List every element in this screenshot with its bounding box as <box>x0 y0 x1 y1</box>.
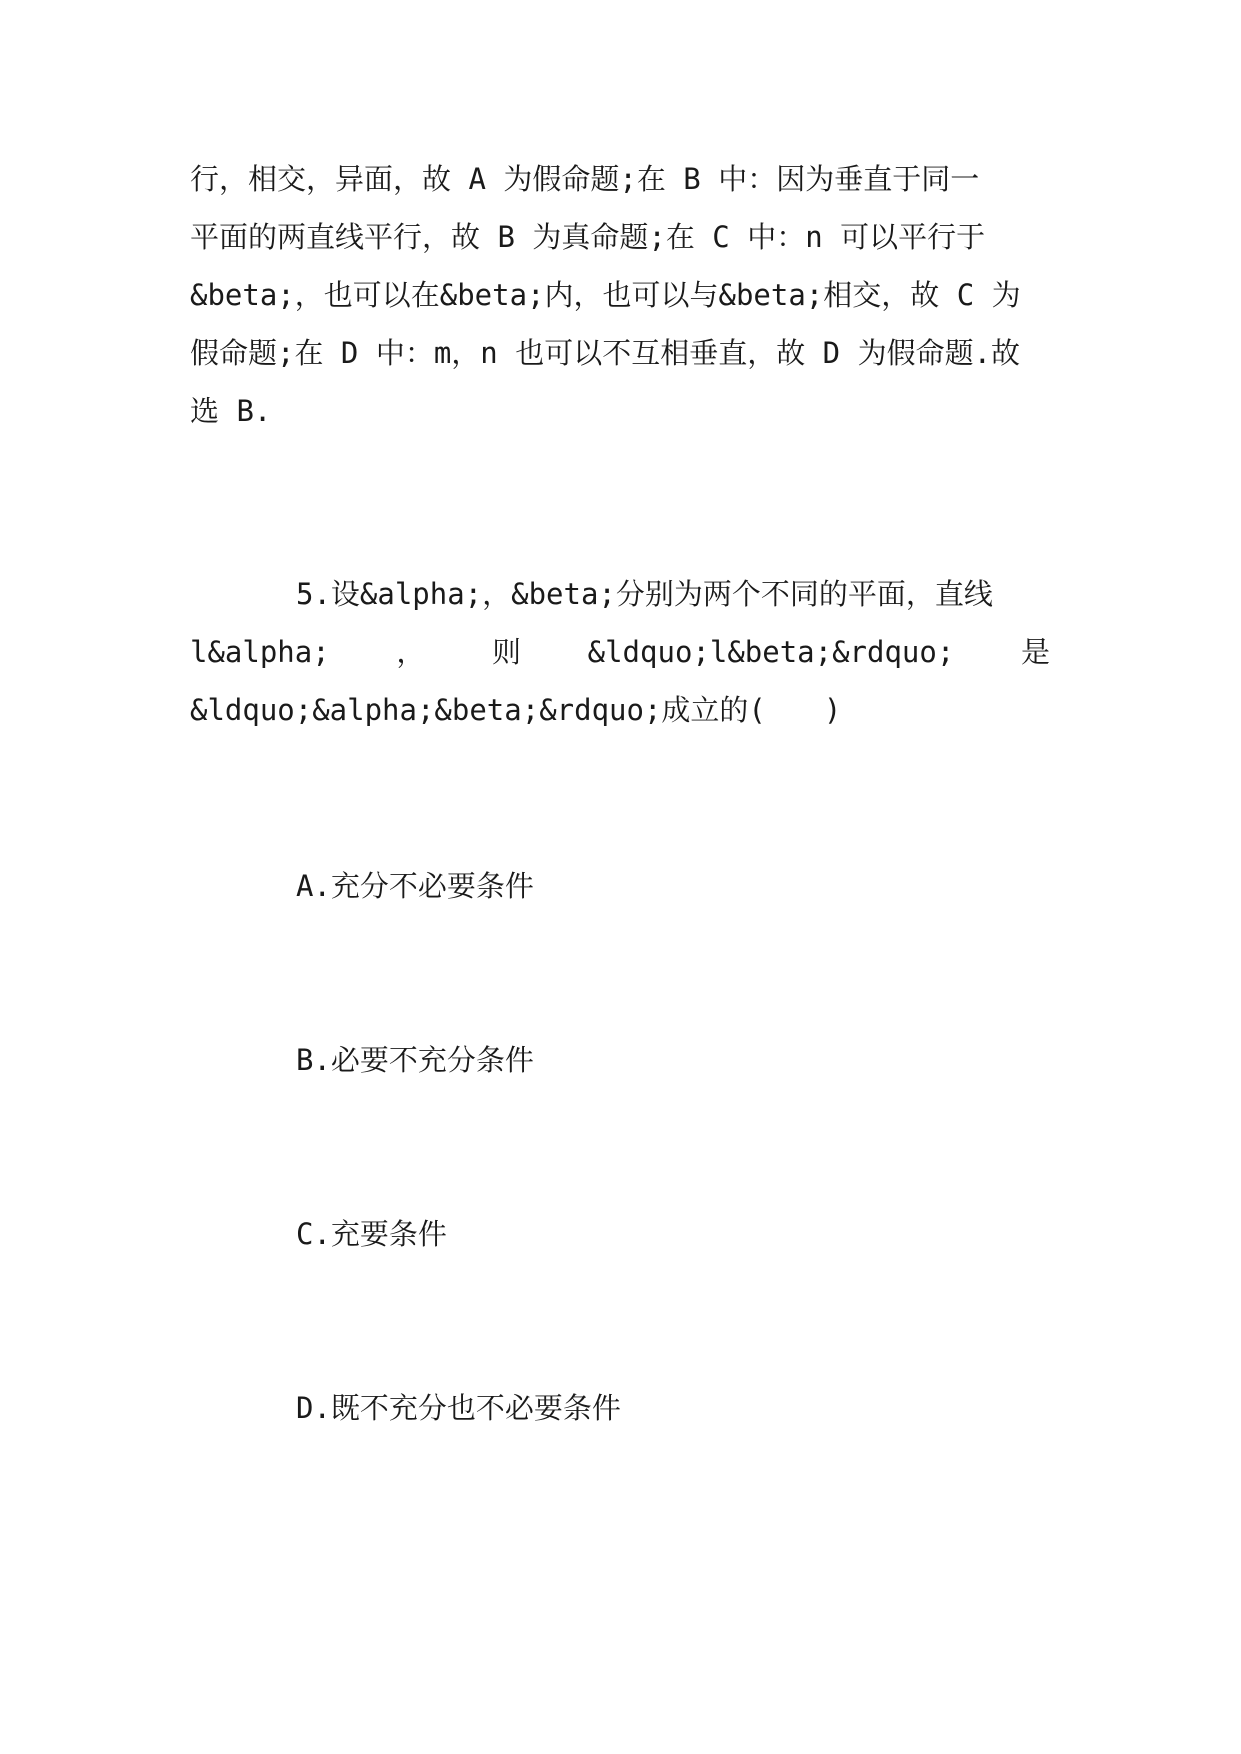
answer-line-3: &beta;，也可以在&beta;内，也可以与&beta;相交，故 C 为 <box>190 278 1021 312</box>
answer-explanation-paragraph <box>190 150 1050 440</box>
answer-line-5: 选 B. <box>190 394 272 428</box>
question-line-2-part-2: ， <box>396 635 426 669</box>
question-line-2-part-5: 是 <box>1020 635 1050 669</box>
answer-line-2: 平面的两直线平行，故 B 为真命题;在 C 中：n 可以平行于 <box>190 220 986 254</box>
question-line-1: 5.设&alpha;，&beta;分别为两个不同的平面，直线 <box>296 577 993 611</box>
question-line-3: &ldquo;&alpha;&beta;&rdquo;成立的( ) <box>190 693 842 727</box>
question-5-stem <box>190 565 1050 739</box>
answer-line-4: 假命题;在 D 中：m，n 也可以不互相垂直，故 D 为假命题.故 <box>190 336 1021 370</box>
option-c: C.充要条件 <box>296 1217 447 1251</box>
question-line-2-part-3: 则 <box>491 635 521 669</box>
question-line-2-part-1: l&alpha; <box>190 635 330 669</box>
answer-line-1: 行，相交，异面，故 A 为假命题;在 B 中：因为垂直于同一 <box>190 162 980 196</box>
option-d: D.既不充分也不必要条件 <box>296 1391 621 1425</box>
question-line-2 <box>190 623 1050 681</box>
option-b: B.必要不充分条件 <box>296 1043 534 1077</box>
option-a: A.充分不必要条件 <box>296 869 534 903</box>
question-line-2-part-4: &ldquo;l&beta;&rdquo; <box>587 635 955 669</box>
